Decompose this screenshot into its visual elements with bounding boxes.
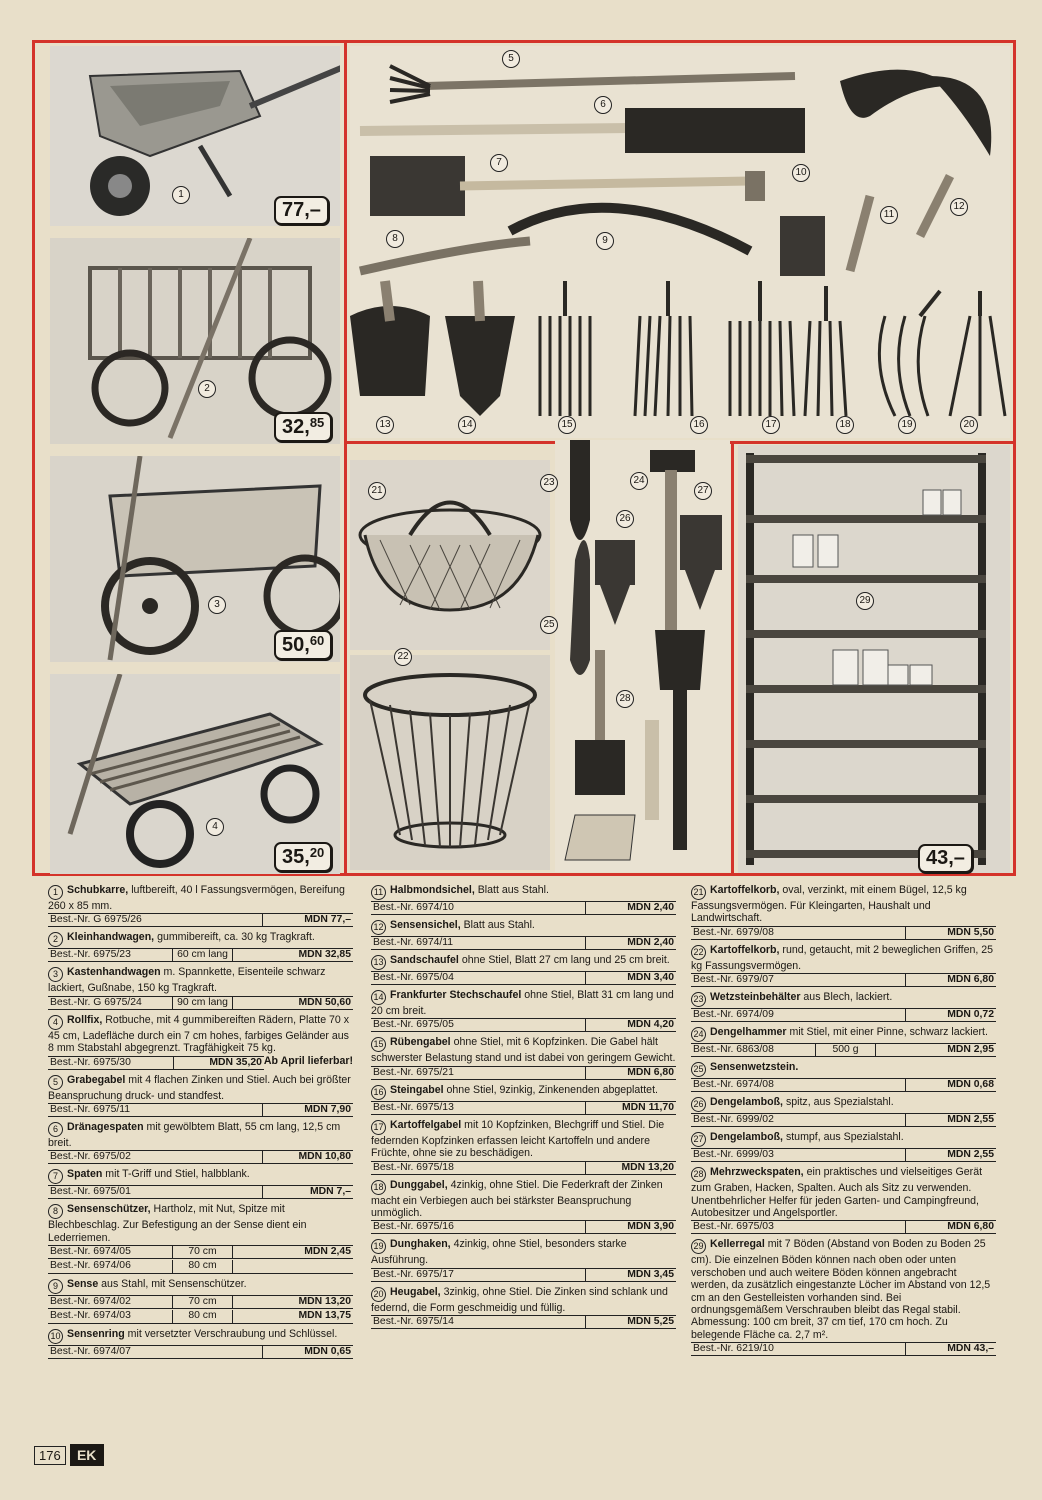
item-number: 22 bbox=[691, 945, 706, 960]
order-price: MDN 6,80 bbox=[627, 1066, 674, 1078]
product-name: Sensensichel, bbox=[390, 919, 461, 931]
order-price: MDN 13,20 bbox=[621, 1161, 674, 1173]
callout-29: 29 bbox=[856, 592, 874, 610]
product-name: Heugabel, bbox=[390, 1285, 441, 1298]
callout-25: 25 bbox=[540, 616, 558, 634]
order-number: Best.-Nr. G 6975/24 bbox=[48, 997, 173, 1009]
order-price: MDN 11,70 bbox=[622, 1101, 674, 1113]
order-row bbox=[371, 1101, 676, 1115]
product-description bbox=[691, 884, 996, 925]
callout-16: 16 bbox=[690, 416, 708, 434]
order-number: Best.-Nr. 6974/10 bbox=[371, 902, 586, 914]
order-number: Best.-Nr. 6975/30 bbox=[48, 1057, 174, 1069]
product-description bbox=[371, 1238, 676, 1266]
order-price: MDN 0,65 bbox=[304, 1346, 351, 1358]
item-number: 21 bbox=[691, 885, 706, 900]
callout-19: 19 bbox=[898, 416, 916, 434]
order-variant: 500 g bbox=[816, 1044, 876, 1056]
product-name: Grabegabel bbox=[67, 1073, 126, 1086]
order-price: MDN 10,80 bbox=[298, 1151, 351, 1163]
product-name: Dengelamboß, bbox=[710, 1131, 783, 1144]
item-number: 2 bbox=[48, 932, 63, 947]
callout-15: 15 bbox=[558, 416, 576, 434]
product-entry bbox=[371, 1286, 676, 1329]
callout-18: 18 bbox=[836, 416, 854, 434]
callout-7: 7 bbox=[490, 154, 508, 172]
order-row bbox=[48, 1056, 264, 1070]
order-number: Best.-Nr. 6974/02 bbox=[48, 1296, 173, 1308]
product-entry bbox=[48, 1168, 353, 1199]
product-description bbox=[48, 1328, 353, 1344]
order-row bbox=[691, 1078, 996, 1092]
product-text: rund, getaucht, mit 2 beweglichen Griffen, 25 kg Fassungsvermögen. bbox=[691, 943, 994, 972]
order-row bbox=[371, 901, 676, 915]
product-description bbox=[691, 1026, 996, 1042]
order-price: MDN 13,75 bbox=[298, 1310, 351, 1322]
order-price: MDN 43,– bbox=[947, 1343, 994, 1355]
product-name: Dunghaken, bbox=[390, 1238, 451, 1251]
text-column-2 bbox=[371, 884, 676, 1333]
product-entry bbox=[691, 1238, 996, 1356]
product-name: Mehrzweckspaten, bbox=[710, 1166, 804, 1179]
order-price: MDN 3,45 bbox=[627, 1268, 674, 1280]
order-price: MDN 5,50 bbox=[947, 926, 994, 938]
callout-3: 3 bbox=[208, 596, 226, 614]
product-text: gummibereift, ca. 30 kg Tragkraft. bbox=[154, 931, 315, 944]
order-row bbox=[371, 971, 676, 985]
order-price: MDN 5,25 bbox=[627, 1316, 674, 1328]
order-price: MDN 7,– bbox=[310, 1186, 351, 1198]
order-price: MDN 3,90 bbox=[627, 1221, 674, 1233]
product-name: Kleinhandwagen, bbox=[67, 931, 155, 944]
item-number: 18 bbox=[371, 1180, 386, 1195]
callout-21: 21 bbox=[368, 482, 386, 500]
product-name: Kartoffelkorb, bbox=[710, 884, 780, 896]
order-number: Best.-Nr. 6975/14 bbox=[371, 1316, 586, 1328]
text-column-3 bbox=[691, 884, 996, 1360]
callout-14: 14 bbox=[458, 416, 476, 434]
product-name: Kellerregal bbox=[710, 1238, 765, 1251]
product-text: stumpf, aus Spezialstahl. bbox=[783, 1131, 904, 1144]
item-number: 24 bbox=[691, 1027, 706, 1042]
product-description bbox=[371, 954, 676, 970]
callout-8: 8 bbox=[386, 230, 404, 248]
item-number: 9 bbox=[48, 1279, 63, 1294]
item-number: 13 bbox=[371, 955, 386, 970]
order-row bbox=[48, 996, 353, 1010]
catalog-logo: EK bbox=[70, 1444, 104, 1466]
order-number: Best.-Nr. 6974/08 bbox=[691, 1079, 906, 1091]
product-description bbox=[48, 1074, 353, 1102]
order-number: Best.-Nr. 6975/03 bbox=[691, 1221, 906, 1233]
item-number: 27 bbox=[691, 1132, 706, 1147]
product-description bbox=[371, 1036, 676, 1064]
order-price: MDN 32,85 bbox=[298, 949, 351, 961]
order-number: Best.-Nr. 6975/05 bbox=[371, 1019, 586, 1031]
order-number: Best.-Nr. G 6975/26 bbox=[48, 914, 263, 926]
product-entry bbox=[691, 884, 996, 940]
item-number: 28 bbox=[691, 1167, 706, 1182]
text-column-1 bbox=[48, 884, 353, 1363]
product-text: oval, verzinkt, mit einem Bügel, 12,5 kg Fassungsvermögen. Für Kleingarten, Haushalt und Landwirtschaft. bbox=[691, 884, 967, 925]
product-description bbox=[371, 989, 676, 1017]
callout-12: 12 bbox=[950, 198, 968, 216]
order-row bbox=[371, 1018, 676, 1032]
order-price: MDN 2,40 bbox=[627, 902, 674, 913]
product-description bbox=[691, 991, 996, 1007]
order-price: MDN 2,55 bbox=[947, 1149, 994, 1161]
product-name: Kastenhandwagen bbox=[67, 966, 161, 979]
order-price: MDN 35,20 bbox=[209, 1056, 262, 1068]
order-row bbox=[48, 1310, 353, 1324]
order-row bbox=[48, 1103, 353, 1117]
product-name: Dengelamboß, bbox=[710, 1096, 783, 1109]
callout-27: 27 bbox=[694, 482, 712, 500]
order-price: MDN 4,20 bbox=[627, 1019, 674, 1031]
page-footer bbox=[34, 1444, 104, 1466]
order-number: Best.-Nr. 6219/10 bbox=[691, 1343, 906, 1355]
product-description bbox=[371, 1179, 676, 1220]
order-number: Best.-Nr. 6975/13 bbox=[371, 1102, 586, 1114]
product-entry bbox=[48, 1074, 353, 1117]
callout-2: 2 bbox=[198, 380, 216, 398]
item-number: 11 bbox=[371, 885, 386, 900]
product-text: 4zinkig, ohne Stiel, besonders starke Ausführung. bbox=[371, 1238, 627, 1267]
product-entry bbox=[48, 1203, 353, 1274]
photo-round-basket bbox=[350, 655, 550, 870]
order-row bbox=[48, 948, 353, 962]
callout-13: 13 bbox=[376, 416, 394, 434]
callout-9: 9 bbox=[596, 232, 614, 250]
order-price: MDN 13,20 bbox=[298, 1296, 351, 1308]
product-description bbox=[48, 966, 353, 994]
callout-23: 23 bbox=[540, 474, 558, 492]
callout-17: 17 bbox=[762, 416, 780, 434]
product-entry bbox=[691, 1166, 996, 1234]
order-row bbox=[371, 1066, 676, 1080]
product-entry bbox=[48, 931, 353, 962]
product-text: mit 7 Böden (Abstand von Boden zu Boden 25 cm). Die einzelnen Böden können nach oben oder unten verschoben und auch weitere Böden können angebracht werden, da zusätzlich eingestanzte Löcher im Abstand von 12,5 cm an den Gestelleisten vorhanden sind. Bei ordnungsgemäßem Verschrauben bleibt das Regal stabil. Abmessung: 100 cm breit, 37 cm tief, 170 cm hoch. Zu belegende Fläche ca. 2,7 m². bbox=[691, 1238, 991, 1341]
order-number: Best.-Nr. 6974/07 bbox=[48, 1346, 263, 1358]
product-entry bbox=[691, 1026, 996, 1057]
item-number: 6 bbox=[48, 1122, 63, 1137]
product-text: ohne Stiel, Blatt 31 cm lang und 20 cm breit. bbox=[371, 989, 674, 1017]
order-number: Best.-Nr. 6979/08 bbox=[691, 927, 906, 939]
product-name: Rollfix, bbox=[67, 1013, 103, 1026]
item-number: 16 bbox=[371, 1085, 386, 1100]
order-number: Best.-Nr. 6975/11 bbox=[48, 1104, 263, 1116]
price-tag-4: 35,20 bbox=[274, 842, 332, 872]
order-row bbox=[371, 1315, 676, 1329]
item-number: 7 bbox=[48, 1169, 63, 1184]
order-number: Best.-Nr. 6999/02 bbox=[691, 1114, 906, 1126]
product-description bbox=[48, 1121, 353, 1149]
order-price: MDN 2,95 bbox=[947, 1044, 994, 1056]
callout-4: 4 bbox=[206, 818, 224, 836]
product-entry bbox=[371, 1084, 676, 1115]
product-description bbox=[371, 1084, 676, 1100]
order-row bbox=[691, 926, 996, 940]
product-text: mit 4 flachen Zinken und Stiel. Auch bei größter Beanspruchung druck- und standfest. bbox=[48, 1073, 351, 1102]
product-name: Dränagespaten bbox=[67, 1121, 144, 1134]
photo-hand-tools bbox=[350, 46, 1010, 438]
product-text: mit T-Griff und Stiel, halbblank. bbox=[102, 1168, 250, 1181]
item-number: 1 bbox=[48, 885, 63, 900]
availability-note: Ab April lieferbar! bbox=[263, 1054, 353, 1067]
order-number: Best.-Nr. 6975/17 bbox=[371, 1269, 586, 1281]
order-number: Best.-Nr. 6999/03 bbox=[691, 1149, 906, 1161]
product-entry bbox=[48, 966, 353, 1009]
product-name: Schubkarre, bbox=[67, 884, 129, 896]
product-text: ohne Stiel, mit 6 Kopfzinken. Die Gabel hält schwerster Belastung stand und ist dabei von geringem Gewicht. bbox=[371, 1036, 676, 1065]
order-row bbox=[48, 1245, 353, 1259]
product-text: mit 10 Kopfzinken, Blechgriff und Stiel. Die federnden Kopfzinken erfassen leicht Kartoffeln und andere Früchte, ohne sie zu beschädigen. bbox=[371, 1118, 665, 1160]
product-description bbox=[371, 919, 676, 935]
order-price: MDN 7,90 bbox=[304, 1104, 351, 1116]
product-entry bbox=[48, 1278, 353, 1324]
product-entry bbox=[371, 884, 676, 915]
order-number: Best.-Nr. 6975/21 bbox=[371, 1067, 586, 1079]
product-entry bbox=[371, 954, 676, 985]
product-name: Steingabel bbox=[390, 1083, 444, 1096]
page-number: 176 bbox=[34, 1446, 66, 1465]
order-variant: 70 cm bbox=[173, 1296, 233, 1308]
product-text: Blatt aus Stahl. bbox=[460, 919, 535, 931]
product-name: Kartoffelgabel bbox=[390, 1118, 462, 1131]
order-row bbox=[48, 1260, 353, 1274]
product-entry bbox=[691, 1131, 996, 1162]
photo-cellar-shelf bbox=[738, 445, 1010, 873]
item-number: 19 bbox=[371, 1239, 386, 1254]
item-number: 3 bbox=[48, 967, 63, 982]
order-number: Best.-Nr. 6975/16 bbox=[371, 1221, 586, 1233]
product-text: mit Stiel, mit einer Pinne, schwarz lackiert. bbox=[786, 1026, 988, 1039]
product-text: 3zinkig, ohne Stiel. Die Zinken sind schlank und federnd, die Form geschmeidig und füllig. bbox=[371, 1285, 668, 1314]
product-text: mit gewölbtem Blatt, 55 cm lang, 12,5 cm breit. bbox=[48, 1121, 341, 1150]
order-price: MDN 6,80 bbox=[947, 974, 994, 986]
product-description bbox=[691, 1238, 996, 1341]
product-entry bbox=[691, 991, 996, 1022]
product-description bbox=[371, 1119, 676, 1160]
product-text: ohne Stiel, 9zinkig, Zinkenenden abgeplattet. bbox=[443, 1083, 658, 1096]
product-description bbox=[691, 1166, 996, 1219]
order-price: MDN 0,68 bbox=[947, 1079, 994, 1091]
product-description bbox=[691, 944, 996, 972]
price-tag-3: 50,60 bbox=[274, 630, 332, 660]
product-description bbox=[48, 1278, 353, 1294]
order-row bbox=[371, 1220, 676, 1234]
product-description bbox=[691, 1131, 996, 1147]
product-entry bbox=[691, 944, 996, 987]
order-number: Best.-Nr. 6974/11 bbox=[371, 937, 586, 949]
order-variant: 60 cm lang bbox=[173, 949, 233, 961]
order-price: MDN 2,55 bbox=[947, 1114, 994, 1126]
item-number: 23 bbox=[691, 992, 706, 1007]
item-number: 8 bbox=[48, 1204, 63, 1219]
item-number: 5 bbox=[48, 1075, 63, 1090]
order-variant: 80 cm bbox=[173, 1310, 233, 1323]
order-row bbox=[691, 1043, 996, 1057]
product-text: luftbereift, 40 l Fassungsvermögen, Bereifung 260 x 85 mm. bbox=[48, 884, 345, 912]
callout-1: 1 bbox=[172, 186, 190, 204]
product-name: Dunggabel, bbox=[390, 1178, 448, 1191]
product-text: aus Blech, lackiert. bbox=[800, 991, 893, 1004]
item-number: 25 bbox=[691, 1062, 706, 1077]
item-number: 17 bbox=[371, 1120, 386, 1135]
product-name: Dengelhammer bbox=[710, 1026, 787, 1039]
item-number: 29 bbox=[691, 1239, 706, 1254]
order-number: Best.-Nr. 6975/23 bbox=[48, 949, 173, 961]
callout-6: 6 bbox=[594, 96, 612, 114]
order-row bbox=[691, 973, 996, 987]
product-entry bbox=[371, 989, 676, 1032]
product-text: m. Spannkette, Eisenteile schwarz lackiert, Gußnabe, 150 kg Tragkraft. bbox=[48, 966, 326, 995]
order-row bbox=[48, 1185, 353, 1199]
item-number: 14 bbox=[371, 990, 386, 1005]
order-price: MDN 0,72 bbox=[947, 1009, 994, 1021]
price-tag-29: 43,– bbox=[918, 844, 973, 873]
order-row bbox=[48, 1150, 353, 1164]
product-entry bbox=[371, 1179, 676, 1235]
order-price: MDN 50,60 bbox=[298, 996, 351, 1008]
product-description bbox=[48, 931, 353, 947]
product-description bbox=[371, 1286, 676, 1314]
product-entry bbox=[48, 1014, 353, 1070]
product-text: Hartholz, mit Nut, Spitze mit Blechbeschlag. Zur Befestigung an der Sense dient ein Lederriemen. bbox=[48, 1203, 307, 1244]
order-number: Best.-Nr. 6975/02 bbox=[48, 1151, 263, 1163]
product-text: mit versetzter Verschraubung und Schlüssel. bbox=[124, 1328, 338, 1341]
order-number: Best.-Nr. 6975/04 bbox=[371, 972, 586, 984]
order-row bbox=[48, 1345, 353, 1359]
product-name: Sensenschützer, bbox=[67, 1203, 151, 1216]
item-number: 20 bbox=[371, 1287, 386, 1302]
product-name: Wetzsteinbehälter bbox=[710, 991, 801, 1004]
photo-sharpening-tools bbox=[555, 440, 730, 872]
product-text: 4zinkig, ohne Stiel. Die Federkraft der Zinken macht ein Verbiegen auch bei stärkster Beanspruchung unmöglich. bbox=[371, 1178, 663, 1220]
product-name: Sensenring bbox=[67, 1328, 125, 1341]
product-name: Sense bbox=[67, 1278, 99, 1291]
order-row bbox=[691, 1220, 996, 1234]
product-name: Frankfurter Stechschaufel bbox=[390, 989, 522, 1001]
product-description bbox=[48, 1168, 353, 1184]
item-number: 15 bbox=[371, 1037, 386, 1052]
order-price: MDN 6,80 bbox=[947, 1221, 994, 1233]
order-number: Best.-Nr. 6979/07 bbox=[691, 974, 906, 986]
order-number: Best.-Nr. 6975/01 bbox=[48, 1186, 263, 1198]
product-text: Blatt aus Stahl. bbox=[474, 884, 549, 896]
product-name: Sensenwetzstein. bbox=[710, 1061, 799, 1074]
product-description bbox=[48, 884, 353, 912]
order-number: Best.-Nr. 6975/18 bbox=[371, 1162, 586, 1174]
product-text: spitz, aus Spezialstahl. bbox=[783, 1096, 894, 1109]
product-name: Rübengabel bbox=[390, 1036, 451, 1049]
product-name: Spaten bbox=[67, 1168, 103, 1181]
order-variant: 80 cm bbox=[173, 1260, 233, 1273]
product-text: aus Stahl, mit Sensenschützer. bbox=[98, 1278, 247, 1291]
product-name: Kartoffelkorb, bbox=[710, 943, 780, 956]
callout-20: 20 bbox=[960, 416, 978, 434]
callout-5: 5 bbox=[502, 50, 520, 68]
price-tag-2: 32,85 bbox=[274, 412, 332, 442]
order-variant: 90 cm lang bbox=[173, 997, 233, 1009]
order-row bbox=[691, 1342, 996, 1356]
product-entry bbox=[691, 1061, 996, 1092]
product-name: Halbmondsichel, bbox=[390, 884, 475, 896]
product-entry bbox=[371, 919, 676, 950]
callout-11: 11 bbox=[880, 206, 898, 224]
product-entry bbox=[691, 1096, 996, 1127]
order-row bbox=[371, 936, 676, 950]
order-price: MDN 3,40 bbox=[627, 972, 674, 983]
order-price bbox=[233, 1260, 353, 1273]
product-description bbox=[48, 1203, 353, 1244]
product-description bbox=[691, 1061, 996, 1077]
product-entry bbox=[48, 1121, 353, 1164]
order-row bbox=[48, 1295, 353, 1309]
order-number: Best.-Nr. 6974/05 bbox=[48, 1246, 173, 1258]
order-row bbox=[691, 1008, 996, 1022]
order-row bbox=[48, 913, 353, 927]
item-number: 4 bbox=[48, 1015, 63, 1030]
order-number: Best.-Nr. 6974/03 bbox=[48, 1310, 173, 1323]
product-description bbox=[691, 1096, 996, 1112]
product-text: ohne Stiel, Blatt 27 cm lang und 25 cm breit. bbox=[458, 954, 670, 966]
product-description bbox=[371, 884, 676, 900]
product-entry bbox=[371, 1238, 676, 1281]
order-price: MDN 2,45 bbox=[304, 1246, 351, 1258]
order-price: MDN 2,40 bbox=[627, 937, 674, 948]
order-number: Best.-Nr. 6974/06 bbox=[48, 1260, 173, 1273]
order-row bbox=[691, 1113, 996, 1127]
order-row bbox=[371, 1268, 676, 1282]
item-number: 12 bbox=[371, 920, 386, 935]
order-price: MDN 77,– bbox=[304, 914, 351, 926]
order-row bbox=[691, 1148, 996, 1162]
callout-22: 22 bbox=[394, 648, 412, 666]
callout-10: 10 bbox=[792, 164, 810, 182]
product-entry bbox=[48, 1328, 353, 1359]
item-number: 26 bbox=[691, 1097, 706, 1112]
order-row bbox=[371, 1161, 676, 1175]
callout-24: 24 bbox=[630, 472, 648, 490]
item-number: 10 bbox=[48, 1329, 63, 1344]
product-entry bbox=[371, 1119, 676, 1175]
product-text: Rotbuche, mit 4 gummibereiften Rädern, Platte 70 x 45 cm, Ladefläche durch ein 7 cm hohes, farbiges Geländer aus 8 mm Stabstahl abgegrenzt. Tragfähigkeit 75 kg. bbox=[48, 1013, 350, 1055]
order-number: Best.-Nr. 6863/08 bbox=[691, 1044, 816, 1056]
callout-28: 28 bbox=[616, 690, 634, 708]
order-number: Best.-Nr. 6974/09 bbox=[691, 1009, 906, 1021]
callout-26: 26 bbox=[616, 510, 634, 528]
price-tag-1: 77,– bbox=[274, 196, 329, 225]
order-variant: 70 cm bbox=[173, 1246, 233, 1258]
product-name: Sandschaufel bbox=[390, 954, 459, 966]
product-entry bbox=[48, 884, 353, 927]
product-entry bbox=[371, 1036, 676, 1079]
product-text: ein praktisches und vielseitiges Gerät zum Graben, Hacken, Spalten. Auch als Sitz zu verwenden. Unentbehrlicher Helfer für jeden Garten- und Campingfreund, Autobesitzer und Angelsportler. bbox=[691, 1166, 983, 1220]
